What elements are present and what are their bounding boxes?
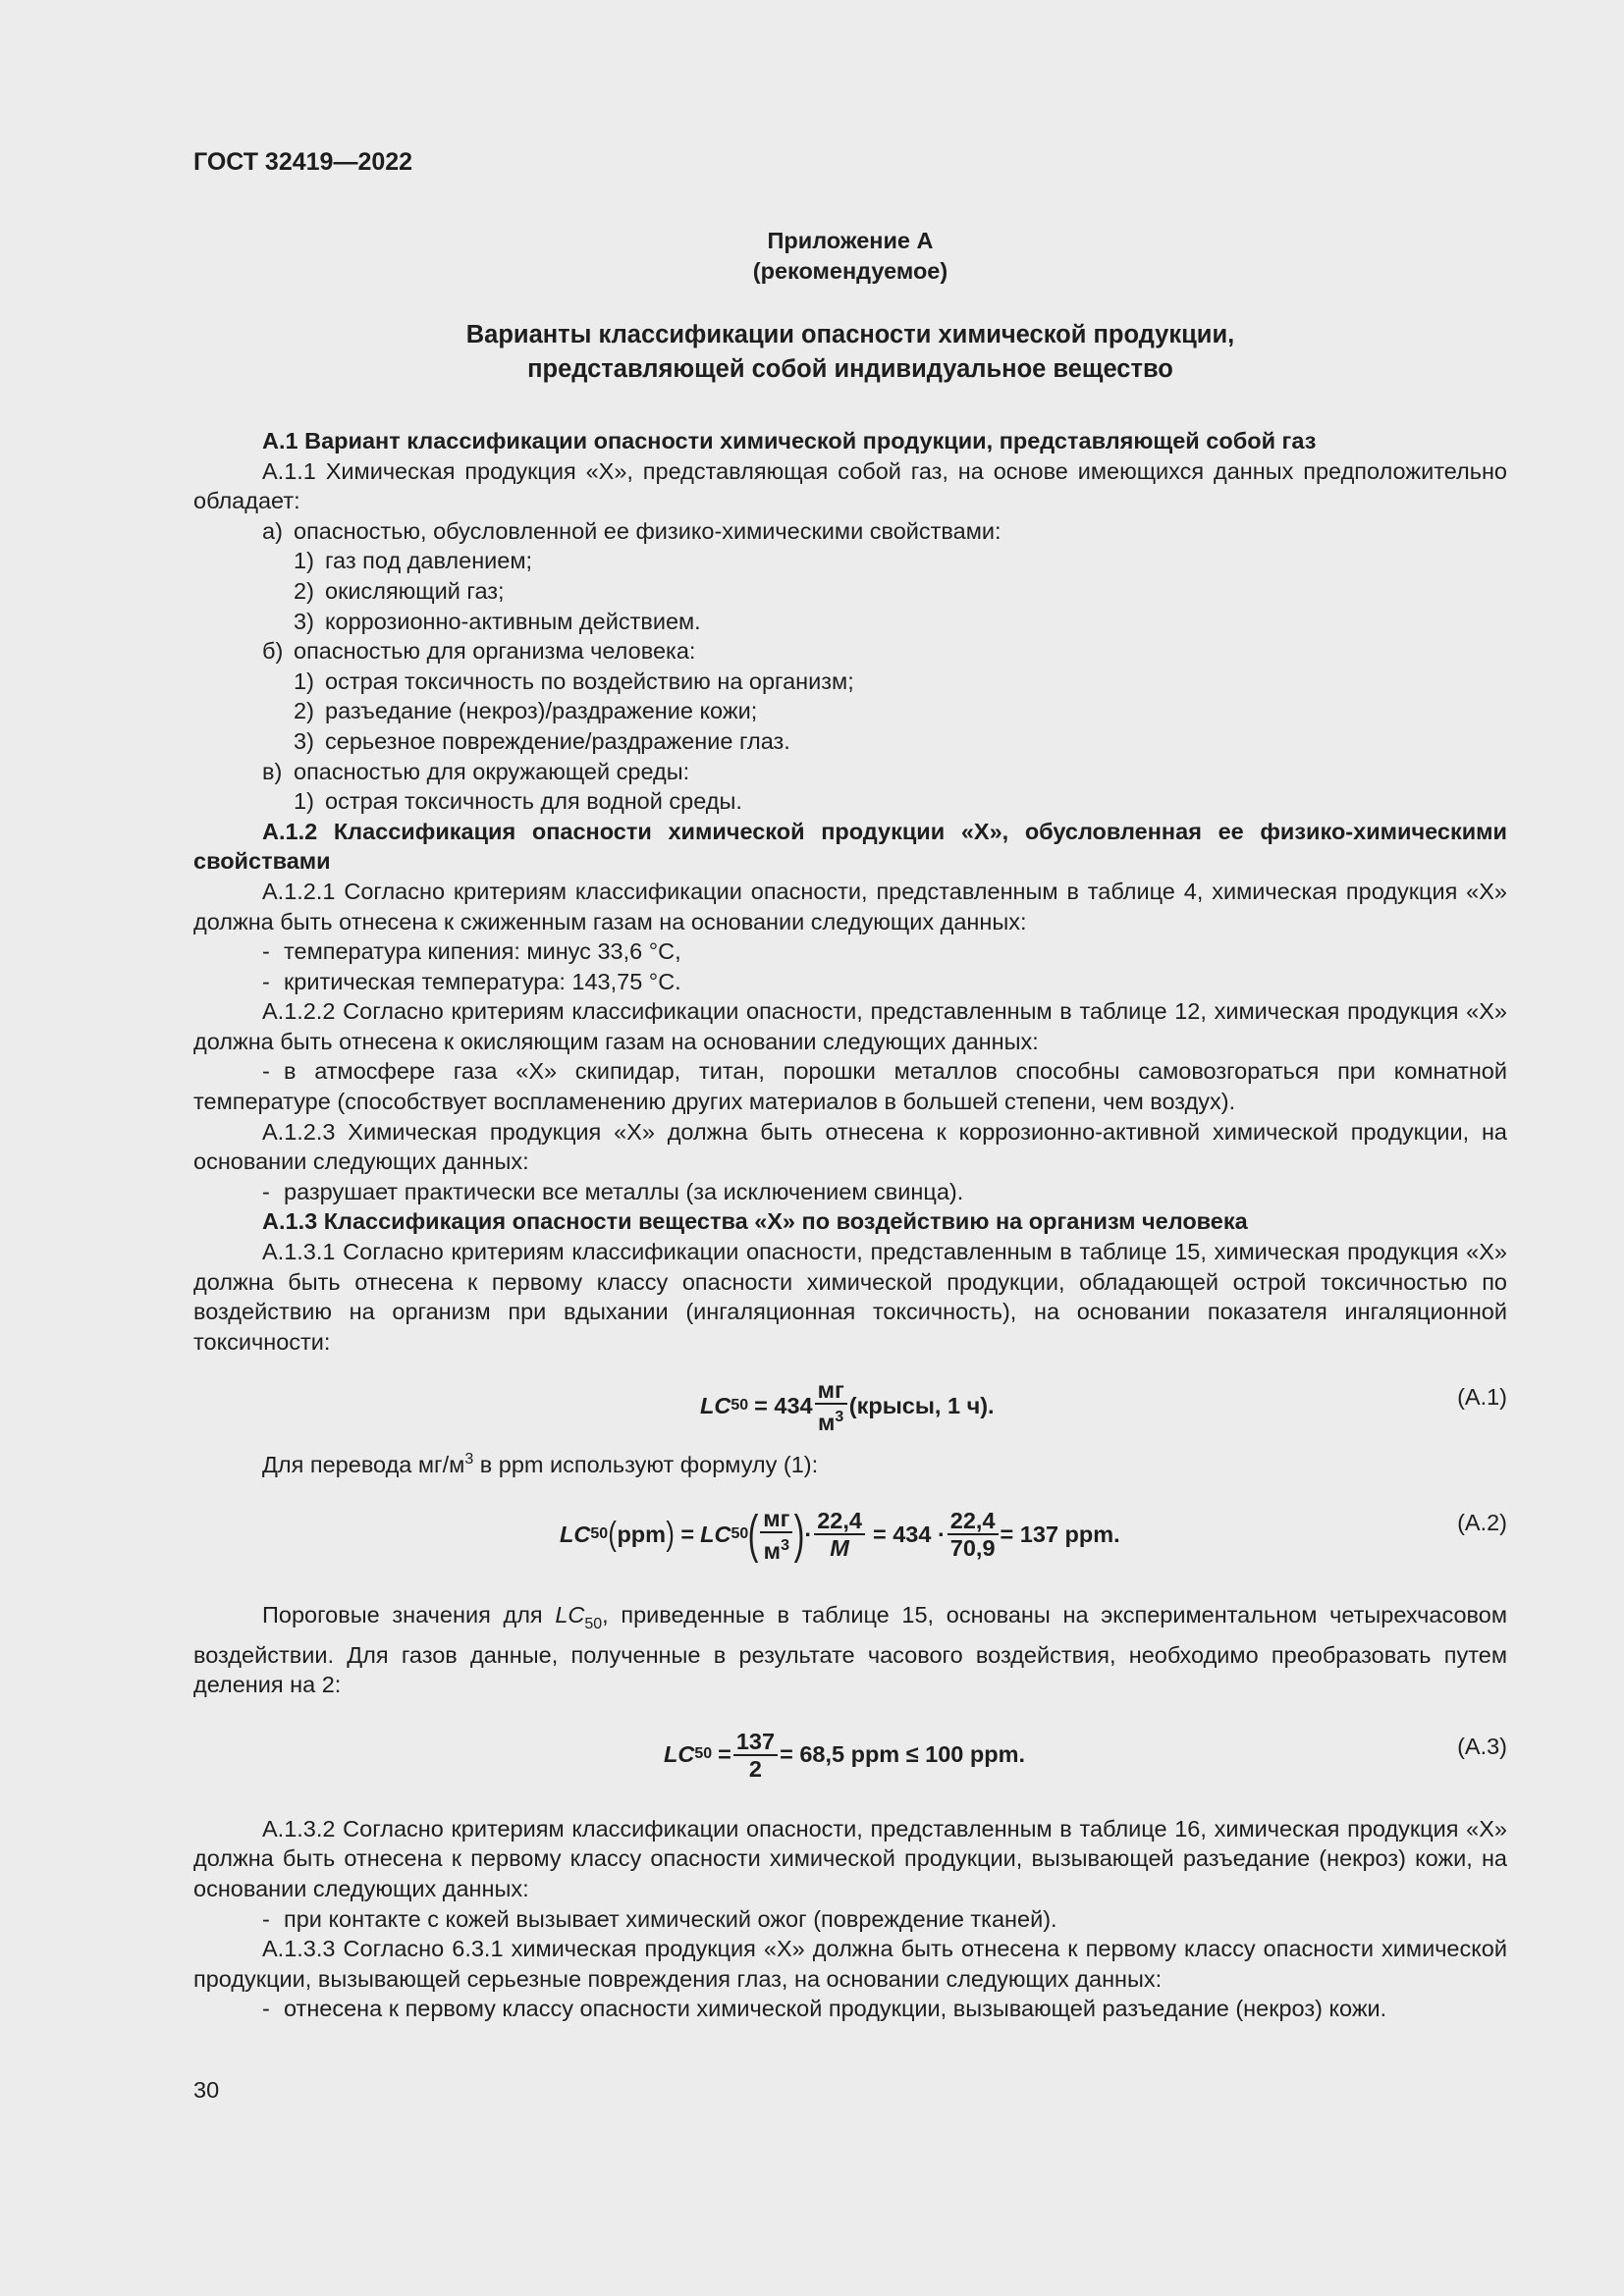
sublist-item	[193, 696, 1507, 726]
dash-item	[193, 1056, 1507, 1116]
paragraph-a123: А.1.2.3 Химическая продукция «Х» должна быть отнесена к коррозионно-активной химической продукции, на основании следующих данных:	[193, 1118, 1507, 1175]
dash-text: температура кипения: минус 33,6 °С,	[284, 938, 681, 965]
sublist-item	[193, 607, 1507, 637]
dash-text: разрушает практически все металлы (за исключением свинца).	[284, 1178, 964, 1204]
dash-item	[193, 1904, 1507, 1935]
dash-marker: -	[262, 1178, 270, 1204]
paragraph-threshold: Пороговые значения для $LC_{50}$, приведенные в таблице 15, основаны на экспериментальном четырехчасовом воздействии. Для газов данные, полученные в результате часового воздействия, необходимо преобразовать путем деления на 2:	[193, 1602, 1507, 1698]
sublist-text: острая токсичность для водной среды.	[325, 788, 742, 815]
heading-a1: А.1 Вариант классификации опасности химической продукции, представляющей собой газ	[262, 428, 1317, 454]
sublist-label: 3)	[294, 727, 314, 754]
paragraph-convert: Для перевода $мг/м^3$ в ppm используют формулу (1):	[262, 1451, 819, 1478]
dash-item	[193, 1177, 1507, 1207]
list-label: а)	[262, 517, 283, 544]
formula-a3	[193, 1718, 1507, 1792]
appendix-title: Приложение А	[767, 228, 934, 253]
appendix-heading	[193, 226, 1507, 287]
sublist-item	[193, 576, 1507, 607]
sublist-label: 2)	[294, 577, 314, 604]
dash-item	[193, 936, 1507, 967]
list-item-b	[193, 636, 1507, 667]
sublist-item	[193, 546, 1507, 576]
sublist-label: 2)	[294, 698, 314, 724]
dash-text: отнесена к первому классу опасности химической продукции, вызывающей разъедание (некроз) кожи.	[284, 1996, 1387, 2022]
dash-text: при контакте с кожей вызывает химический ожог (повреждение тканей).	[284, 1905, 1057, 1932]
dash-item	[193, 967, 1507, 997]
sublist-label: 1)	[294, 548, 314, 574]
document-body	[193, 426, 1507, 2024]
paragraph-a131: А.1.3.1 Согласно критериям классификации опасности, представленным в таблице 15, химическая продукция «Х» должна быть отнесена к первому классу опасности химической продукции, обладающей острой токсичностью по воздействию на организм при вдыхании (ингаляционная токсичность), на основании показателя ингаляционной токсичности:	[193, 1239, 1507, 1355]
paragraph-a132: А.1.3.2 Согласно критериям классификации опасности, представленным в таблице 16, химическая продукция «Х» должна быть отнесена к первому классу опасности химической продукции, вызывающей разъедание (некроз) кожи, на основании следующих данных:	[193, 1815, 1507, 1901]
section-title-line-1: Варианты классификации опасности химической продукции,	[465, 321, 1235, 348]
sublist-label: 3)	[294, 608, 314, 634]
heading-a13: А.1.3 Классификация опасности вещества «Х» по воздействию на организм человека	[262, 1208, 1248, 1235]
formula-a1	[193, 1368, 1507, 1443]
dash-marker: -	[262, 938, 270, 965]
sublist-label: 1)	[294, 788, 314, 815]
dash-text: критическая температура: 143,75 °С.	[284, 968, 681, 994]
sublist-label: 1)	[294, 667, 314, 694]
paragraph-a121: А.1.2.1 Согласно критериям классификации опасности, представленным в таблице 4, химическая продукция «Х» должна быть отнесена к сжиженным газам на основании следующих данных:	[193, 878, 1507, 934]
formula-a1-expression: LC 50 = 434 $\frac{мг}{м^3}$ (крысы, 1 ч).	[700, 1376, 995, 1435]
list-item-a	[193, 516, 1507, 547]
list-label: б)	[262, 638, 284, 665]
dash-marker: -	[262, 1058, 270, 1085]
dash-marker: -	[262, 1996, 270, 2022]
dash-marker: -	[262, 1905, 270, 1932]
formula-a2-expression: LC 50 ( ppm ) = LC 50 ( $\frac{мг}{м^3}$ ) · $\frac{22,4}{M}$ = 434 · $\frac{22,4}{70,9}$ = 137 ppm.	[560, 1505, 1120, 1564]
formula-a3-expression: LC 50 = $\frac{137}{2}$ = 68,5 ppm ≤ 100 ppm.	[664, 1728, 1026, 1782]
sublist-text: разъедание (некроз)/раздражение кожи;	[325, 698, 758, 724]
sublist-item	[193, 726, 1507, 757]
sublist-item	[193, 667, 1507, 697]
list-text: опасностью для окружающей среды:	[294, 758, 690, 784]
formula-tag: (А.3)	[1457, 1733, 1507, 1759]
sublist-text: острая токсичность по воздействию на организм;	[325, 667, 854, 694]
sublist-text: коррозионно-активным действием.	[325, 608, 701, 634]
dash-text: в атмосфере газа «Х» скипидар, титан, порошки металлов способны самовозгораться при комнатной температуре (способствует воспламенению других материалов в большей степени, чем воздух).	[193, 1058, 1507, 1115]
list-label: в)	[262, 758, 283, 784]
dash-item	[193, 1994, 1507, 2024]
section-title-line-2: представляющей собой индивидуальное вещество	[527, 355, 1173, 383]
paragraph-a133: А.1.3.3 Согласно 6.3.1 химическая продукция «Х» должна быть отнесена к первому классу опасности химической продукции, вызывающей серьезные повреждения глаз, на основании следующих данных:	[193, 1936, 1507, 1992]
dash-marker: -	[262, 968, 270, 994]
list-text: опасностью для организма человека:	[294, 638, 696, 665]
document-code: ГОСТ 32419—2022	[193, 148, 413, 176]
paragraph-a11: А.1.1 Химическая продукция «Х», представляющая собой газ, на основе имеющихся данных предположительно обладает:	[193, 457, 1507, 514]
appendix-type: (рекомендуемое)	[752, 258, 948, 284]
formula-tag: (А.2)	[1457, 1510, 1507, 1535]
list-item-v	[193, 757, 1507, 787]
sublist-item	[193, 786, 1507, 817]
sublist-text: окисляющий газ;	[325, 577, 505, 604]
heading-a12: А.1.2 Классификация опасности химической продукции «Х», обусловленная ее физико-химическими свойствами	[193, 818, 1507, 875]
paragraph-a122: А.1.2.2 Согласно критериям классификации опасности, представленным в таблице 12, химическая продукция «Х» должна быть отнесена к окисляющим газам на основании следующих данных:	[193, 998, 1507, 1054]
section-title	[193, 318, 1507, 387]
formula-a2	[193, 1494, 1507, 1575]
sublist-text: серьезное повреждение/раздражение глаз.	[325, 727, 790, 754]
page-number: 30	[193, 2077, 220, 2103]
formula-tag: (А.1)	[1457, 1384, 1507, 1411]
list-text: опасностью, обусловленной ее физико-химическими свойствами:	[294, 517, 1001, 544]
sublist-text: газ под давлением;	[325, 548, 533, 574]
